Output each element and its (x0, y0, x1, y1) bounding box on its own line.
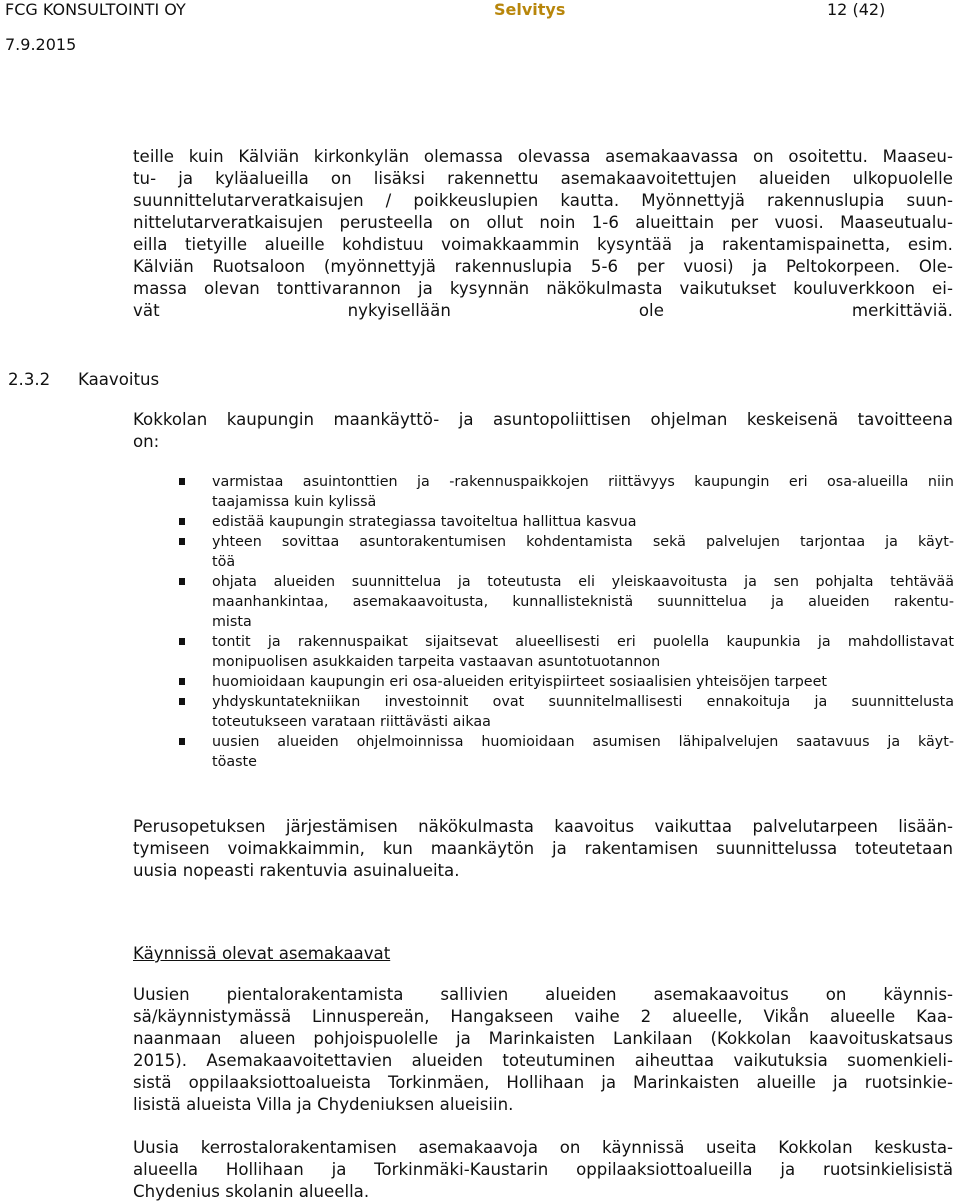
text-line: on: (133, 432, 160, 451)
bullet-square-icon (179, 518, 185, 525)
list-item (178, 632, 954, 672)
text-line: Uusia kerrostalorakentamisen asemakaavoja on käynnissä useita Kokkolan keskusta- (133, 1138, 953, 1157)
list-item (178, 732, 954, 772)
paragraph-basic-education (133, 816, 953, 882)
text-line: monipuolisen asukkaiden tarpeita vastaavan asuntotuotannon (212, 654, 661, 670)
text-line: teille kuin Kälviän kirkonkylän olemassa olevassa asemakaavassa on osoitettu. Maaseu- (133, 147, 953, 166)
list-item (178, 572, 954, 632)
text-line: yhteen sovittaa asuntorakentumisen kohdentamista sekä palvelujen tarjontaa ja käyt- (212, 534, 954, 550)
text-line: tymiseen voimakkaimmin, kun maankäytön ja rakentamisen suunnittelussa toteutetaan (133, 839, 953, 858)
text-line: maanhankintaa, asemakaavoitusta, kunnallisteknistä suunnittelua ja alueiden rakentu- (212, 594, 954, 610)
text-line: sistä oppilaaksiottoalueista Torkinmäen, Hollihaan ja Marinkaisten alueille ja ruotsinkie- (133, 1073, 953, 1092)
text-line: vät nykyisellään ole merkittäviä. (133, 301, 953, 320)
document-date: 7.9.2015 (5, 35, 77, 54)
page-header (0, 0, 960, 56)
text-line: sä/käynnistymässä Linnuspereän, Hangakseen vaihe 2 alueelle, Vikån alueelle Kaa- (133, 1007, 953, 1026)
bullet-square-icon (179, 698, 185, 705)
text-line: Uusien pientalorakentamista sallivien alueiden asemakaavoitus on käynnis- (133, 985, 953, 1004)
text-line: naanmaan alueen pohjoispuolelle ja Marinkaisten Lankilaan (Kokkolan kaavoituskatsaus (133, 1029, 953, 1048)
text-line: suunnittelutarveratkaisujen / poikkeuslupien kautta. Myönnettyjä rakennuslupia suun- (133, 191, 953, 210)
list-item (178, 692, 954, 732)
text-line: Kokkolan kaupungin maankäyttö- ja asuntopoliittisen ohjelman keskeisenä tavoitteena (133, 410, 953, 429)
paragraph-apartment-housing (133, 1137, 953, 1203)
list-item (178, 472, 954, 512)
text-line: toteutukseen varataan riittävästi aikaa (212, 714, 491, 730)
paragraph-detached-housing (133, 984, 953, 1116)
bullet-square-icon (179, 678, 185, 685)
page-number: 12 (42) (827, 0, 886, 19)
text-line: Kälviän Ruotsaloon (myönnettyjä rakennuslupia 5-6 per vuosi) ja Peltokorpeen. Ole- (133, 257, 953, 276)
text-line: töaste (212, 754, 257, 770)
text-line: nittelutarveratkaisujen perusteella on ollut noin 1-6 alueittain per vuosi. Maaseutualu- (133, 213, 953, 232)
subheading-ongoing-plans: Käynnissä olevat asemakaavat (133, 944, 391, 963)
text-line: edistää kaupungin strategiassa tavoiteltua hallittua kasvua (212, 514, 637, 530)
text-line: uusien alueiden ohjelmoinnissa huomioidaan asumisen lähipalvelujen saatavuus ja käyt- (212, 734, 954, 750)
bullet-square-icon (179, 538, 185, 545)
text-line: lisistä alueista Villa ja Chydeniuksen alueisiin. (133, 1095, 514, 1114)
bullet-square-icon (179, 478, 185, 485)
text-line: Perusopetuksen järjestämisen näkökulmasta kaavoitus vaikuttaa palvelutarpeen lisään- (133, 817, 953, 836)
bullet-square-icon (179, 578, 185, 585)
text-line: tontit ja rakennuspaikat sijaitsevat alueellisesti eri puolella kaupunkia ja mahdollistavat (212, 634, 954, 650)
text-line: töä (212, 554, 236, 570)
text-line: massa olevan tonttivarannon ja kysynnän näkökulmasta vaikutukset kouluverkkoon ei- (133, 279, 953, 298)
section-title: Kaavoitus (78, 370, 160, 389)
text-line: varmistaa asuintonttien ja -rakennuspaikkojen riittävyys kaupungin eri osa-alueilla niin (212, 474, 954, 490)
goals-list (178, 472, 954, 772)
paragraph-housing-demand (133, 146, 953, 322)
list-item (178, 532, 954, 572)
text-line: eilla tietyille alueille kohdistuu voimakkaammin kysyntää ja rakentamispainetta, esim. (133, 235, 953, 254)
text-line: ohjata alueiden suunnittelua ja toteutusta eli yleiskaavoitusta ja sen pohjalta tehtävää (212, 574, 954, 590)
bullet-square-icon (179, 638, 185, 645)
document-title: Selvitys (494, 0, 566, 19)
list-item (178, 512, 954, 532)
text-line: 2015). Asemakaavoitettavien alueiden toteutuminen aiheuttaa vaikutuksia suomenkieli- (133, 1051, 953, 1070)
text-line: alueella Hollihaan ja Torkinmäki-Kaustarin oppilaaksiottoalueilla ja ruotsinkielisistä (133, 1160, 953, 1179)
paragraph-intro (133, 409, 953, 453)
section-number: 2.3.2 (8, 370, 51, 389)
list-item (178, 672, 954, 692)
text-line: uusia nopeasti rakentuvia asuinalueita. (133, 861, 460, 880)
section-heading (8, 369, 159, 391)
text-line: mista (212, 614, 252, 630)
bullet-square-icon (179, 738, 185, 745)
text-line: taajamissa kuin kylissä (212, 494, 377, 510)
company-name: FCG KONSULTOINTI OY (5, 0, 186, 19)
text-line: tu- ja kyläalueilla on lisäksi rakennettu asemakaavoitettujen alueiden ulkopuolelle (133, 169, 953, 188)
text-line: Chydenius skolanin alueella. (133, 1182, 370, 1201)
text-line: yhdyskuntatekniikan investoinnit ovat suunnitelmallisesti ennakoituja ja suunnittelusta (212, 694, 954, 710)
text-line: huomioidaan kaupungin eri osa-alueiden erityispiirteet sosiaalisien yhteisöjen tarpeet (212, 674, 828, 690)
